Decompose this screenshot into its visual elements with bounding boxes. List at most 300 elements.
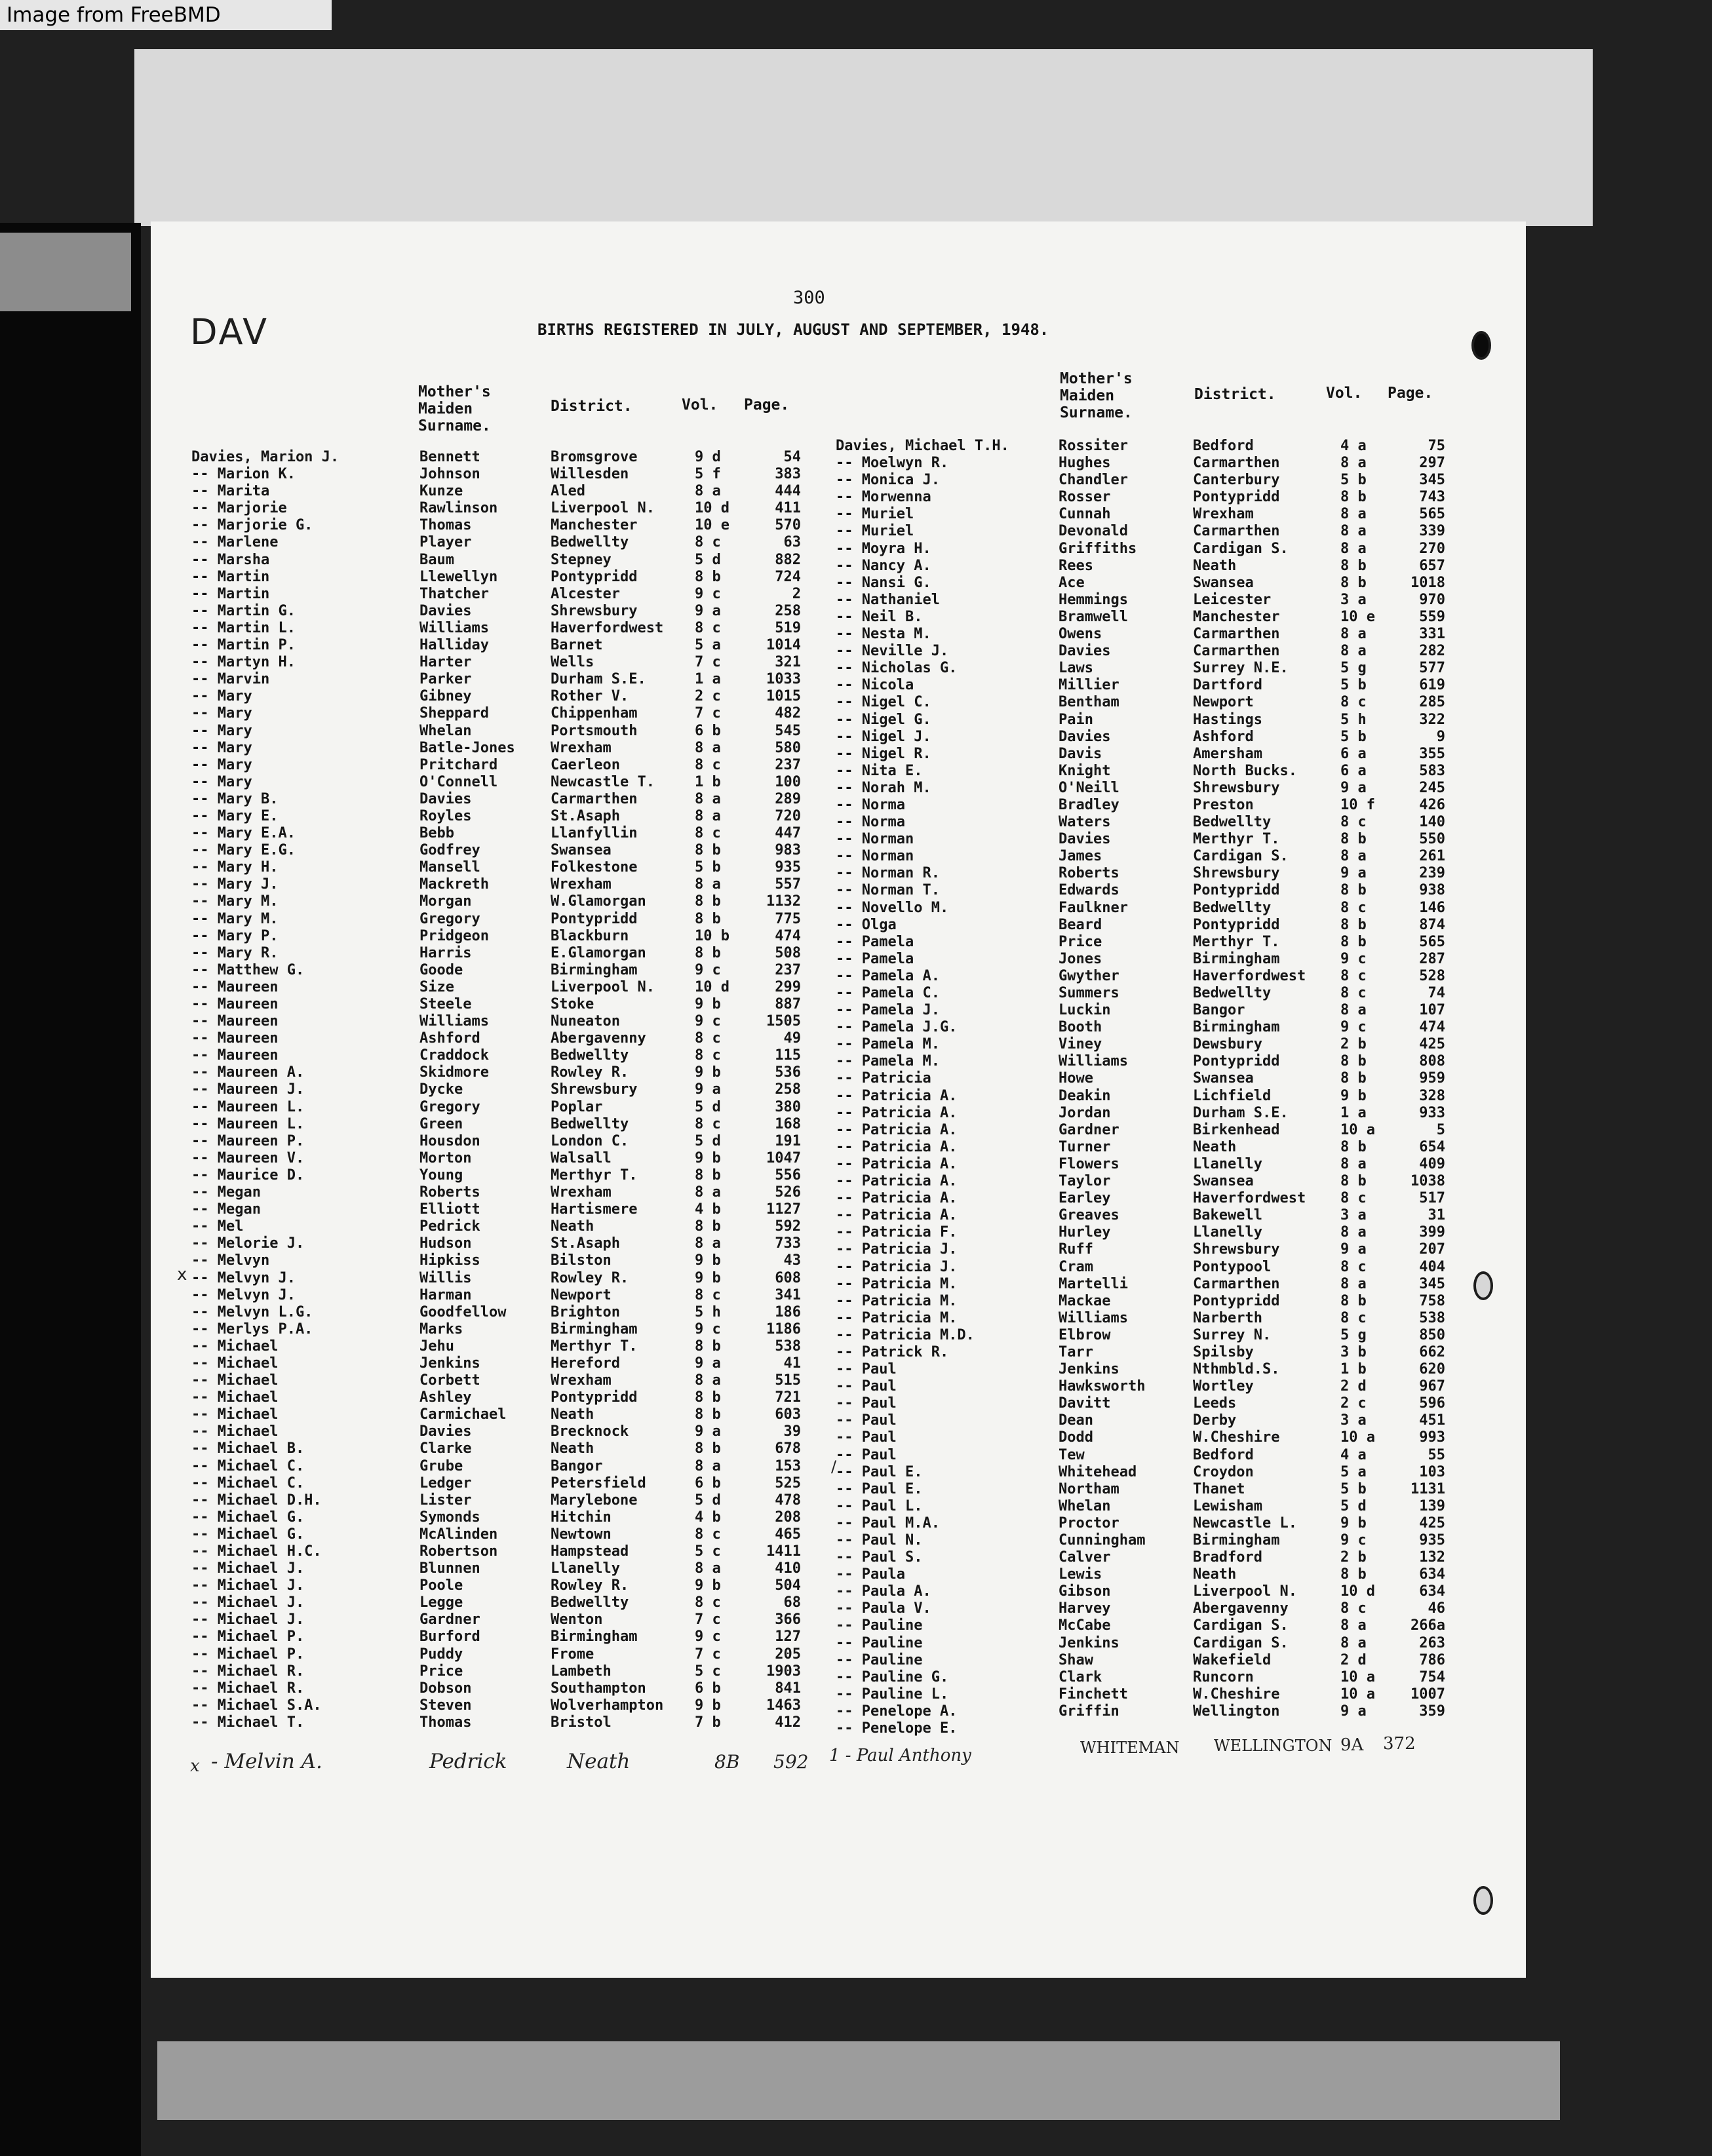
register-entry: [191, 1663, 886, 1680]
under-sheet: [134, 49, 1593, 226]
register-entry: [191, 449, 886, 466]
entry-page: 258: [775, 602, 801, 619]
entry-forename: -- Nancy A.: [836, 557, 931, 574]
entry-page: 850: [1419, 1326, 1445, 1343]
entry-volume: 5 d: [1340, 1497, 1367, 1514]
entry-district: Petersfield: [551, 1474, 646, 1492]
entry-forename: -- Pamela J.G.: [836, 1019, 958, 1036]
entry-volume: 9 a: [1340, 779, 1367, 796]
entry-page: 425: [1419, 1036, 1445, 1053]
entry-volume: 8 b: [1340, 916, 1367, 933]
entry-maiden-surname: Price: [419, 1663, 463, 1680]
register-entry: [836, 934, 1530, 951]
entry-district: Poplar: [551, 1098, 603, 1115]
entry-volume: 1 a: [695, 671, 721, 688]
register-entry: [836, 1361, 1530, 1378]
entry-forename: -- Patricia M.: [836, 1309, 958, 1326]
entry-maiden-surname: Housdon: [419, 1132, 480, 1149]
entry-maiden-surname: Whitehead: [1059, 1463, 1137, 1480]
entry-forename: -- Nesta M.: [836, 626, 931, 643]
entry-page: 662: [1419, 1343, 1445, 1360]
entry-district: Brecknock: [551, 1423, 629, 1440]
entry-volume: 5 d: [695, 1098, 721, 1115]
entry-maiden-surname: Tarr: [1059, 1343, 1093, 1360]
entry-volume: 9 a: [695, 1355, 721, 1372]
entry-maiden-surname: McAlinden: [419, 1526, 498, 1543]
entry-district: Newport: [1193, 694, 1254, 711]
entry-page: 328: [1419, 1087, 1445, 1104]
entry-volume: 8 a: [695, 1457, 721, 1474]
surname-tab: DAV: [190, 311, 269, 353]
entry-volume: 8 c: [695, 1594, 721, 1611]
entry-district: Hampstead: [551, 1543, 629, 1560]
register-entry: [836, 1053, 1530, 1070]
register-entry: [191, 1099, 886, 1116]
entry-maiden-surname: Goodfellow: [419, 1303, 507, 1320]
entry-volume: 9 c: [1340, 950, 1367, 967]
entry-forename: -- Muriel: [836, 506, 914, 523]
entry-district: Shrewsbury: [1193, 1241, 1280, 1258]
entry-volume: 9 c: [695, 1628, 721, 1646]
entry-maiden-surname: Roberts: [1059, 865, 1119, 882]
entry-district: Swansea: [1193, 1173, 1254, 1190]
entry-maiden-surname: Millier: [1059, 677, 1119, 694]
register-entry: [191, 1389, 886, 1406]
entry-page: 261: [1419, 848, 1445, 865]
entry-forename: -- Matthew G.: [191, 961, 305, 978]
entry-maiden-surname: Luckin: [1059, 1002, 1111, 1019]
page-number: 300: [793, 288, 825, 308]
entry-maiden-surname: Size: [419, 978, 454, 995]
entry-forename: -- Nigel R.: [836, 745, 931, 762]
entry-maiden-surname: Willis: [419, 1269, 472, 1286]
entry-district: Neath: [1193, 1566, 1237, 1583]
entry-forename: -- Nathaniel: [836, 591, 940, 608]
maiden-header-left-2: Maiden: [418, 400, 473, 417]
entry-maiden-surname: Royles: [419, 807, 472, 824]
entry-volume: 8 b: [1340, 831, 1367, 848]
entry-volume: 9 b: [1340, 1514, 1367, 1531]
entry-volume: 7 c: [695, 654, 721, 671]
entry-page: 786: [1419, 1651, 1445, 1668]
entry-district: Swansea: [1193, 1070, 1254, 1087]
register-entry: [191, 1714, 886, 1731]
entry-maiden-surname: Carmichael: [419, 1406, 507, 1423]
entry-maiden-surname: Steven: [419, 1697, 472, 1714]
entry-volume: 8 a: [1340, 1634, 1367, 1651]
entry-page: 1505: [766, 1013, 801, 1030]
entry-forename: -- Mary J.: [191, 876, 279, 893]
register-entry: [191, 1560, 886, 1577]
entry-maiden-surname: Elbrow: [1059, 1326, 1111, 1343]
register-entry: [836, 489, 1530, 506]
register-entry: [191, 1116, 886, 1133]
entry-district: Haverfordwest: [1193, 1190, 1306, 1207]
entry-volume: 8 c: [695, 1115, 721, 1132]
register-entry: [836, 660, 1530, 677]
entry-district: Pontypridd: [1193, 489, 1280, 506]
entry-page: 603: [775, 1406, 801, 1423]
entry-district: Manchester: [551, 517, 638, 534]
register-entry: [191, 1287, 886, 1304]
entry-page: 46: [1428, 1600, 1445, 1617]
entry-page: 565: [1419, 506, 1445, 523]
entry-page: 289: [775, 790, 801, 807]
entry-forename: -- Olga: [836, 916, 897, 933]
entry-maiden-surname: Morgan: [419, 893, 472, 910]
entry-maiden-surname: Devonald: [1059, 523, 1128, 540]
entry-volume: 9 b: [695, 1252, 721, 1269]
entry-district: Brighton: [551, 1303, 620, 1320]
entry-maiden-surname: Jenkins: [419, 1355, 480, 1372]
entry-volume: 8 a: [695, 807, 721, 824]
entry-page: 245: [1419, 779, 1445, 796]
entry-page: 409: [1419, 1155, 1445, 1172]
entry-district: Bradford: [1193, 1549, 1262, 1566]
entry-district: Bangor: [1193, 1002, 1245, 1019]
entry-volume: 8 c: [1340, 985, 1367, 1001]
entry-district: Birmingham: [1193, 1532, 1280, 1549]
register-entry: [191, 842, 886, 859]
entry-maiden-surname: O'Neill: [1059, 779, 1119, 796]
entry-forename: -- Marjorie: [191, 500, 287, 517]
entry-maiden-surname: Faulkner: [1059, 899, 1128, 916]
entry-page: 550: [1419, 831, 1445, 848]
entry-district: North Bucks.: [1193, 762, 1297, 779]
entry-district: Cardigan S.: [1193, 1634, 1289, 1651]
entry-maiden-surname: Shaw: [1059, 1651, 1093, 1668]
entry-page: 237: [775, 756, 801, 773]
entry-district: Hereford: [551, 1355, 620, 1372]
entry-district: Bedwellty: [1193, 899, 1272, 916]
entry-forename: -- Michael H.C.: [191, 1543, 322, 1560]
register-entry: [191, 876, 886, 893]
entry-page: 237: [775, 961, 801, 978]
entry-page: 538: [775, 1338, 801, 1355]
register-entry: [836, 541, 1530, 558]
entry-page: 355: [1419, 745, 1445, 762]
entry-district: Stoke: [551, 996, 594, 1012]
register-entry: [191, 654, 886, 671]
entry-district: Ashford: [1193, 728, 1254, 745]
entry-volume: 8 a: [1340, 643, 1367, 660]
entry-forename: -- Nigel J.: [836, 728, 931, 745]
entry-district: Cardigan S.: [1193, 1617, 1289, 1634]
register-entry: [836, 592, 1530, 609]
entry-maiden-surname: Waters: [1059, 814, 1111, 831]
entry-maiden-surname: Pedrick: [419, 1218, 480, 1235]
entry-volume: 8 c: [695, 1030, 721, 1047]
cross-mark-melvyn: x: [177, 1265, 187, 1284]
entry-maiden-surname: Hughes: [1059, 455, 1111, 472]
entry-forename: -- Paula V.: [836, 1600, 931, 1617]
entry-forename: -- Mary H.: [191, 859, 279, 876]
register-entry: [836, 1310, 1530, 1327]
entry-page: 1186: [766, 1320, 801, 1338]
entry-page: 207: [1419, 1241, 1445, 1258]
entry-district: Rowley R.: [551, 1269, 629, 1286]
entry-forename: -- Patricia J.: [836, 1241, 958, 1258]
entry-maiden-surname: Gibson: [1059, 1583, 1111, 1600]
register-entry: [191, 603, 886, 620]
entry-forename: Davies, Michael T.H.: [836, 438, 1009, 454]
entry-maiden-surname: Turner: [1059, 1138, 1111, 1155]
entry-volume: 8 a: [1340, 523, 1367, 540]
entry-volume: 8 a: [695, 1560, 721, 1577]
entry-forename: -- Paul M.A.: [836, 1514, 940, 1531]
entry-page: 634: [1419, 1566, 1445, 1583]
entry-forename: -- Mary: [191, 739, 252, 756]
entry-maiden-surname: Thatcher: [419, 585, 489, 602]
entry-page: 775: [775, 910, 801, 927]
entry-page: 297: [1419, 455, 1445, 472]
entry-volume: 8 a: [695, 1235, 721, 1252]
entry-page: 115: [775, 1047, 801, 1064]
entry-forename: -- Nicholas G.: [836, 660, 958, 677]
register-entry: [836, 1583, 1530, 1600]
entry-volume: 8 b: [695, 944, 721, 961]
entry-page: 43: [783, 1252, 801, 1269]
register-entry: [836, 1378, 1530, 1395]
entry-forename: Davies, Marion J.: [191, 449, 340, 465]
handwritten-maiden-right: WHITEMAN: [1080, 1739, 1180, 1757]
entry-page: 74: [1428, 985, 1445, 1001]
register-entry: [191, 1509, 886, 1526]
entry-volume: 3 a: [1340, 591, 1367, 608]
entry-volume: 5 d: [695, 551, 721, 568]
entry-page: 938: [1419, 882, 1445, 899]
entry-volume: 1 a: [1340, 1104, 1367, 1121]
entry-volume: 8 c: [695, 534, 721, 551]
register-entry: [191, 791, 886, 808]
entry-maiden-surname: Ruff: [1059, 1241, 1093, 1258]
entry-volume: 3 a: [1340, 1412, 1367, 1429]
entry-page: 239: [1419, 865, 1445, 882]
entry-volume: 8 a: [695, 876, 721, 893]
entry-forename: -- Melvyn: [191, 1252, 270, 1269]
entry-forename: -- Patricia F.: [836, 1224, 958, 1241]
register-entry: [836, 1241, 1530, 1258]
entry-volume: 6 a: [1340, 745, 1367, 762]
entry-district: Carmarthen: [551, 790, 638, 807]
entry-volume: 10 e: [1340, 608, 1375, 625]
register-entry: [191, 1047, 886, 1064]
entry-forename: -- Maureen: [191, 1030, 279, 1047]
entry-forename: -- Pamela C.: [836, 985, 940, 1001]
register-entry: [191, 1167, 886, 1184]
register-entry: [191, 1628, 886, 1646]
entry-forename: -- Martin G.: [191, 602, 296, 619]
entry-maiden-surname: Rees: [1059, 557, 1093, 574]
entry-maiden-surname: Goode: [419, 961, 463, 978]
entry-district: Leicester: [1193, 591, 1272, 608]
entry-page: 383: [775, 466, 801, 483]
entry-forename: -- Michael C.: [191, 1474, 305, 1492]
entry-district: Croydon: [1193, 1463, 1254, 1480]
register-entry: [836, 523, 1530, 540]
entry-district: Newcastle T.: [551, 773, 655, 790]
entry-district: Dewsbury: [1193, 1036, 1262, 1053]
entry-page: 39: [783, 1423, 801, 1440]
register-entry: [191, 1458, 886, 1475]
entry-volume: 7 c: [695, 705, 721, 722]
entry-district: Llanelly: [1193, 1155, 1262, 1172]
entry-maiden-surname: Grube: [419, 1457, 463, 1474]
entry-district: W.Glamorgan: [551, 893, 646, 910]
entry-district: W.Cheshire: [1193, 1685, 1280, 1703]
entry-district: Dartford: [1193, 677, 1262, 694]
entry-maiden-surname: Davies: [419, 790, 472, 807]
entry-volume: 8 a: [695, 739, 721, 756]
entry-forename: -- Paula: [836, 1566, 905, 1583]
entry-district: Hastings: [1193, 711, 1262, 728]
entry-volume: 8 a: [1340, 540, 1367, 557]
entry-maiden-surname: O'Connell: [419, 773, 498, 790]
entry-forename: -- Melvyn L.G.: [191, 1303, 313, 1320]
entry-page: 1018: [1410, 574, 1445, 591]
entry-maiden-surname: Craddock: [419, 1047, 489, 1064]
entry-district: Carmarthen: [1193, 1275, 1280, 1292]
entry-forename: -- Paul: [836, 1429, 897, 1446]
entry-volume: 8 b: [695, 1218, 721, 1235]
entry-volume: 5 b: [1340, 472, 1367, 489]
entry-district: Wrexham: [551, 739, 612, 756]
entry-volume: 8 c: [1340, 1258, 1367, 1275]
register-entry: [191, 1235, 886, 1252]
register-entry: [191, 483, 886, 500]
entry-page: 339: [1419, 523, 1445, 540]
entry-forename: -- Michael S.A.: [191, 1697, 322, 1714]
entry-forename: -- Michael: [191, 1372, 279, 1389]
entry-maiden-surname: Whelan: [1059, 1497, 1111, 1514]
entry-district: Shrewsbury: [1193, 865, 1280, 882]
register-entry: [836, 1515, 1530, 1532]
entry-page: 41: [783, 1355, 801, 1372]
entry-maiden-surname: Davies: [1059, 831, 1111, 848]
entry-volume: 8 b: [695, 893, 721, 910]
entry-district: Birkenhead: [1193, 1121, 1280, 1138]
entry-maiden-surname: Halliday: [419, 637, 489, 654]
entry-volume: 5 b: [1340, 677, 1367, 694]
entry-page: 1047: [766, 1149, 801, 1166]
entry-volume: 8 b: [1340, 1292, 1367, 1309]
entry-maiden-surname: Dodd: [1059, 1429, 1093, 1446]
entry-district: Bedwellty: [551, 534, 629, 551]
entry-maiden-surname: Green: [419, 1115, 463, 1132]
entry-maiden-surname: Earley: [1059, 1190, 1111, 1207]
entry-page: 341: [775, 1286, 801, 1303]
entry-district: Pontypridd: [551, 568, 638, 585]
handwritten-district-left: Neath: [567, 1750, 631, 1773]
entry-maiden-surname: Hudson: [419, 1235, 472, 1252]
entry-district: Derby: [1193, 1412, 1237, 1429]
entry-page: 808: [1419, 1053, 1445, 1070]
entry-district: Wenton: [551, 1611, 603, 1628]
entry-district: Stepney: [551, 551, 612, 568]
entry-page: 565: [1419, 933, 1445, 950]
entry-maiden-surname: Thomas: [419, 517, 472, 534]
entry-volume: 7 b: [695, 1714, 721, 1731]
entry-volume: 9 c: [1340, 1532, 1367, 1549]
vol-header-left: Vol.: [682, 396, 718, 414]
entry-volume: 4 a: [1340, 1446, 1367, 1463]
register-entry: [836, 1617, 1530, 1634]
entry-page: 577: [1419, 660, 1445, 677]
entry-page: 132: [1419, 1549, 1445, 1566]
entry-maiden-surname: Dycke: [419, 1081, 463, 1098]
entry-page: 266a: [1410, 1617, 1445, 1634]
entry-district: Swansea: [1193, 574, 1254, 591]
entry-page: 556: [775, 1166, 801, 1184]
entry-maiden-surname: Ace: [1059, 574, 1085, 591]
entry-maiden-surname: Lewis: [1059, 1566, 1102, 1583]
vol-header-right: Vol.: [1326, 385, 1363, 402]
entry-district: Rother V.: [551, 688, 629, 705]
entry-page: 287: [1419, 950, 1445, 967]
entry-maiden-surname: Knight: [1059, 762, 1111, 779]
entry-forename: -- Martin P.: [191, 637, 296, 654]
entry-volume: 10 b: [695, 927, 730, 944]
entry-page: 425: [1419, 1514, 1445, 1531]
entry-district: Abergavenny: [551, 1030, 646, 1047]
entry-district: Nuneaton: [551, 1013, 620, 1030]
entry-volume: 8 b: [695, 568, 721, 585]
entry-forename: -- Paul E.: [836, 1463, 923, 1480]
entry-district: Birmingham: [551, 961, 638, 978]
entry-forename: -- Michael: [191, 1406, 279, 1423]
entry-maiden-surname: Deakin: [1059, 1087, 1111, 1104]
entry-page: 410: [775, 1560, 801, 1577]
entry-page: 733: [775, 1235, 801, 1252]
entry-district: Bedwellty: [1193, 985, 1272, 1001]
entry-forename: -- Mary: [191, 756, 252, 773]
register-entry: [191, 569, 886, 586]
register-entry: [836, 1481, 1530, 1498]
entry-forename: -- Maureen J.: [191, 1081, 305, 1098]
entry-volume: 2 c: [695, 688, 721, 705]
entry-forename: -- Paul: [836, 1412, 897, 1429]
entry-volume: 5 g: [1340, 660, 1367, 677]
entry-maiden-surname: Godfrey: [419, 842, 480, 859]
entry-volume: 8 a: [1340, 1224, 1367, 1241]
entry-page: 743: [1419, 489, 1445, 506]
entry-forename: -- Patricia M.: [836, 1292, 958, 1309]
register-entry: [191, 1064, 886, 1081]
entry-maiden-surname: Robertson: [419, 1543, 498, 1560]
entry-maiden-surname: Dobson: [419, 1680, 472, 1697]
entry-volume: 5 b: [695, 859, 721, 876]
entry-page: 545: [775, 722, 801, 739]
entry-page: 139: [1419, 1497, 1445, 1514]
entry-page: 263: [1419, 1634, 1445, 1651]
entry-district: Birmingham: [1193, 1019, 1280, 1036]
entry-forename: -- Michael R.: [191, 1680, 305, 1697]
entry-forename: -- Michael: [191, 1423, 279, 1440]
entry-volume: 9 b: [695, 1269, 721, 1286]
entry-district: Cardigan S.: [1193, 540, 1289, 557]
entry-maiden-surname: Hipkiss: [419, 1252, 480, 1269]
register-entry: [836, 1429, 1530, 1446]
entry-volume: 9 c: [695, 1320, 721, 1338]
entry-page: 465: [775, 1526, 801, 1543]
entry-volume: 8 b: [1340, 882, 1367, 899]
register-entry: [836, 900, 1530, 917]
register-entry: [836, 1122, 1530, 1139]
entry-maiden-surname: Burford: [419, 1628, 480, 1646]
entry-maiden-surname: Parker: [419, 671, 472, 688]
entry-volume: 9 b: [695, 1149, 721, 1166]
entry-forename: -- Michael J.: [191, 1560, 305, 1577]
